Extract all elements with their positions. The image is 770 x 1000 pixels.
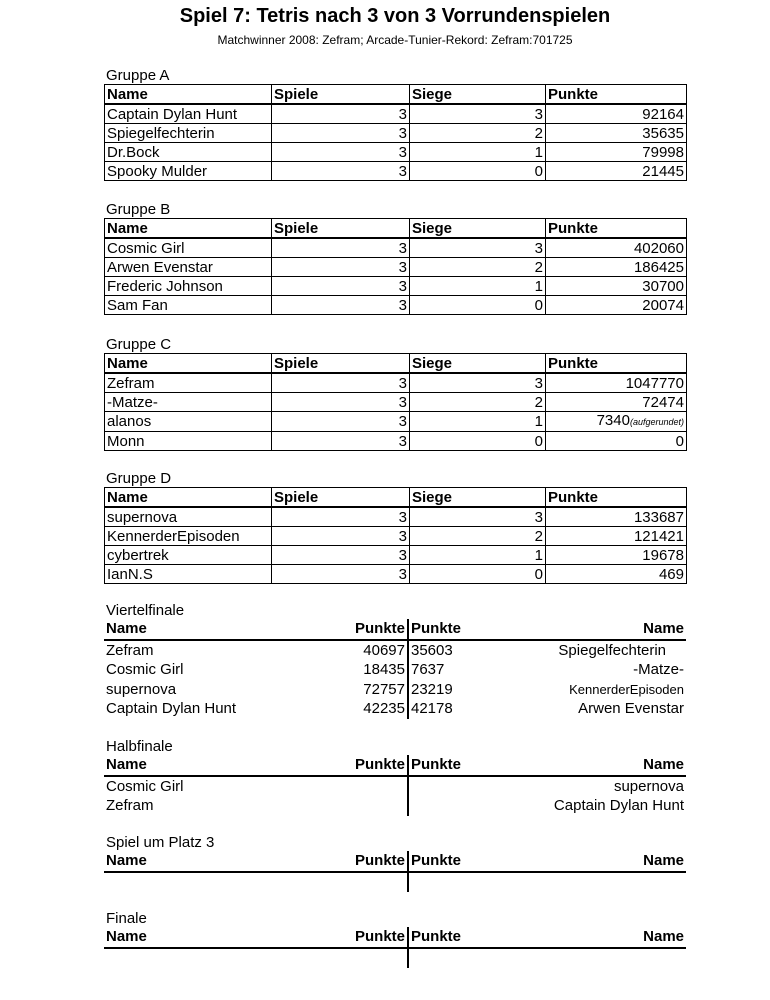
column-header-name-left: Name (104, 927, 304, 948)
table-row (105, 104, 687, 124)
points-value: 92164 (642, 105, 684, 123)
column-header-name: Name (105, 488, 272, 508)
points-value: 1047770 (625, 374, 684, 392)
player-name: Cosmic Girl (105, 238, 272, 258)
match-row (104, 680, 686, 700)
match-row (104, 776, 686, 797)
column-header-name: Name (105, 354, 272, 374)
match-row (104, 948, 686, 969)
points-value: 21445 (642, 162, 684, 180)
table-header-row (105, 488, 687, 508)
table-header-row (105, 219, 687, 239)
wins-count: 3 (410, 104, 546, 124)
wins-count: 2 (410, 527, 546, 546)
knockout-table (104, 851, 686, 892)
points-cell (546, 124, 687, 143)
games-count: 3 (272, 432, 410, 451)
points-value: 121421 (633, 527, 684, 545)
games-count: 3 (272, 162, 410, 181)
player-name: Frederic Johnson (105, 277, 272, 296)
player-name: cybertrek (105, 546, 272, 565)
player-left-name: Zefram (106, 797, 154, 815)
table-row (105, 258, 687, 277)
knockout-table (104, 755, 686, 816)
points-cell (546, 373, 687, 393)
page-subtitle: Matchwinner 2008: Zefram; Arcade-Tunier-Rekord: Zefram:701725 (217, 33, 573, 47)
group-caption: Gruppe A (106, 67, 170, 84)
group-caption: Gruppe C (106, 336, 172, 353)
points-value: 469 (658, 565, 684, 583)
player-name: Captain Dylan Hunt (105, 104, 272, 124)
player-left-points: 42235 (304, 699, 408, 719)
group-caption: Gruppe B (106, 201, 171, 218)
player-left-name: Captain Dylan Hunt (106, 700, 237, 718)
player-right-name: Spiegelfechterin (558, 641, 666, 659)
column-header-punkte: Punkte (546, 219, 687, 239)
player-name: alanos (105, 412, 272, 432)
player-right-name: Arwen Evenstar (578, 700, 684, 718)
player-name: Monn (105, 432, 272, 451)
wins-count: 1 (410, 143, 546, 162)
player-right-name: supernova (613, 777, 684, 795)
column-header-spiele: Spiele (272, 219, 410, 239)
points-cell (546, 432, 687, 451)
knockout-section (104, 834, 686, 892)
column-header-name-left: Name (104, 619, 304, 640)
wins-count: 2 (410, 393, 546, 412)
wins-count: 0 (410, 565, 546, 584)
column-header-spiele: Spiele (272, 488, 410, 508)
column-header-points-left: Punkte (304, 851, 408, 872)
round-caption: Spiel um Platz 3 (106, 834, 215, 851)
games-count: 3 (272, 527, 410, 546)
points-cell (546, 412, 687, 432)
points-value: 72474 (642, 393, 684, 411)
player-left-name: supernova (106, 680, 177, 698)
table-header-row (105, 354, 687, 374)
player-right-name: KennerderEpisoden (569, 681, 684, 697)
group-section (104, 470, 686, 584)
table-header-row (104, 851, 686, 872)
table-row (105, 162, 687, 181)
player-right-points: 7637 (411, 661, 445, 679)
wins-count: 1 (410, 277, 546, 296)
table-row (105, 277, 687, 296)
column-header-name-right: Name (518, 927, 686, 948)
points-value: 133687 (633, 508, 684, 526)
player-name: KennerderEpisoden (105, 527, 272, 546)
player-left-name: Cosmic Girl (106, 777, 184, 795)
group-table (104, 487, 687, 584)
column-header-points-right: Punkte (408, 755, 518, 776)
player-left-name (104, 872, 304, 893)
games-count: 3 (272, 565, 410, 584)
column-header-punkte: Punkte (546, 354, 687, 374)
wins-count: 0 (410, 296, 546, 315)
player-left-points (304, 872, 408, 893)
player-name: Dr.Bock (105, 143, 272, 162)
player-right-name: Captain Dylan Hunt (553, 797, 684, 815)
player-left-name (104, 948, 304, 969)
column-header-punkte: Punkte (546, 85, 687, 105)
player-left-points: 72757 (304, 680, 408, 700)
points-cell (546, 393, 687, 412)
column-header-name-left: Name (104, 755, 304, 776)
points-value: 186425 (633, 258, 684, 276)
games-count: 3 (272, 238, 410, 258)
player-name: Spooky Mulder (105, 162, 272, 181)
points-value: 35635 (642, 124, 684, 142)
column-header-name-right: Name (518, 851, 686, 872)
player-left-name: Cosmic Girl (106, 661, 184, 679)
points-value: 7340 (596, 412, 630, 429)
column-header-points-left: Punkte (304, 755, 408, 776)
wins-count: 0 (410, 432, 546, 451)
points-cell (546, 546, 687, 565)
table-row (105, 124, 687, 143)
match-row (104, 699, 686, 719)
column-header-spiele: Spiele (272, 354, 410, 374)
knockout-section (104, 910, 686, 968)
group-table (104, 218, 687, 315)
table-header-row (104, 755, 686, 776)
table-row (105, 507, 687, 527)
games-count: 3 (272, 277, 410, 296)
group-table (104, 353, 687, 451)
games-count: 3 (272, 412, 410, 432)
games-count: 3 (272, 546, 410, 565)
player-right-points (408, 796, 518, 816)
points-cell (546, 238, 687, 258)
column-header-name-right: Name (518, 755, 686, 776)
player-name: Sam Fan (105, 296, 272, 315)
points-value: 79998 (642, 143, 684, 161)
column-header-siege: Siege (410, 354, 546, 374)
points-value: 20074 (642, 296, 684, 314)
points-cell (546, 527, 687, 546)
player-name: Spiegelfechterin (105, 124, 272, 143)
match-row (104, 660, 686, 680)
group-table (104, 84, 687, 181)
column-header-name-right: Name (518, 619, 686, 640)
knockout-section (104, 738, 686, 816)
games-count: 3 (272, 373, 410, 393)
group-section (104, 67, 686, 181)
wins-count: 0 (410, 162, 546, 181)
round-caption: Finale (106, 910, 147, 927)
column-header-name: Name (105, 219, 272, 239)
player-right-name (518, 948, 686, 969)
player-left-name: Zefram (106, 641, 154, 659)
player-right-points (408, 948, 518, 969)
player-left-points (304, 948, 408, 969)
table-row (105, 412, 687, 432)
player-right-points (408, 776, 518, 797)
table-header-row (105, 85, 687, 105)
player-left-points: 40697 (304, 640, 408, 661)
column-header-name: Name (105, 85, 272, 105)
column-header-name-left: Name (104, 851, 304, 872)
table-row (105, 527, 687, 546)
page-title: Spiel 7: Tetris nach 3 von 3 Vorrundenspielen (179, 5, 611, 27)
column-header-points-left: Punkte (304, 927, 408, 948)
column-header-points-right: Punkte (408, 927, 518, 948)
player-left-points (304, 796, 408, 816)
wins-count: 2 (410, 124, 546, 143)
games-count: 3 (272, 507, 410, 527)
group-section (104, 201, 686, 315)
points-cell (546, 104, 687, 124)
table-row (105, 432, 687, 451)
points-value: 402060 (633, 239, 684, 257)
table-row (105, 143, 687, 162)
points-cell (546, 565, 687, 584)
points-cell (546, 277, 687, 296)
knockout-table (104, 927, 686, 968)
group-caption: Gruppe D (106, 470, 172, 487)
wins-count: 1 (410, 412, 546, 432)
player-left-points: 18435 (304, 660, 408, 680)
points-cell (546, 258, 687, 277)
points-cell (546, 143, 687, 162)
table-row (105, 565, 687, 584)
column-header-points-left: Punkte (304, 619, 408, 640)
player-name: supernova (105, 507, 272, 527)
player-name: -Matze- (105, 393, 272, 412)
wins-count: 1 (410, 546, 546, 565)
points-value: 0 (675, 432, 684, 450)
column-header-punkte: Punkte (546, 488, 687, 508)
player-right-points: 42178 (411, 700, 453, 718)
column-header-siege: Siege (410, 85, 546, 105)
player-left-points (304, 776, 408, 797)
points-value: 19678 (642, 546, 684, 564)
round-caption: Halbfinale (106, 738, 173, 755)
table-header-row (104, 619, 686, 640)
table-header-row (104, 927, 686, 948)
table-row (105, 296, 687, 315)
table-row (105, 546, 687, 565)
wins-count: 2 (410, 258, 546, 277)
column-header-siege: Siege (410, 219, 546, 239)
player-name: Zefram (105, 373, 272, 393)
games-count: 3 (272, 124, 410, 143)
wins-count: 3 (410, 507, 546, 527)
player-name: IanN.S (105, 565, 272, 584)
wins-count: 3 (410, 373, 546, 393)
points-value: 30700 (642, 277, 684, 295)
match-row (104, 640, 686, 661)
games-count: 3 (272, 393, 410, 412)
column-header-points-right: Punkte (408, 851, 518, 872)
wins-count: 3 (410, 238, 546, 258)
knockout-table (104, 619, 686, 719)
player-right-name (518, 872, 686, 893)
match-row (104, 796, 686, 816)
points-cell (546, 507, 687, 527)
group-section (104, 336, 686, 451)
player-name: Arwen Evenstar (105, 258, 272, 277)
games-count: 3 (272, 258, 410, 277)
games-count: 3 (272, 296, 410, 315)
column-header-spiele: Spiele (272, 85, 410, 105)
table-row (105, 238, 687, 258)
match-row (104, 872, 686, 893)
knockout-section (104, 602, 686, 719)
round-caption: Viertelfinale (106, 602, 185, 619)
player-right-points: 23219 (411, 680, 453, 698)
points-note: (aufgerundet) (629, 417, 684, 427)
player-right-points: 35603 (411, 641, 453, 659)
player-right-points (408, 872, 518, 893)
table-row (105, 373, 687, 393)
column-header-points-right: Punkte (408, 619, 518, 640)
table-row (105, 393, 687, 412)
column-header-siege: Siege (410, 488, 546, 508)
points-cell (546, 296, 687, 315)
points-cell (546, 162, 687, 181)
games-count: 3 (272, 143, 410, 162)
games-count: 3 (272, 104, 410, 124)
player-right-name: -Matze- (633, 661, 684, 679)
